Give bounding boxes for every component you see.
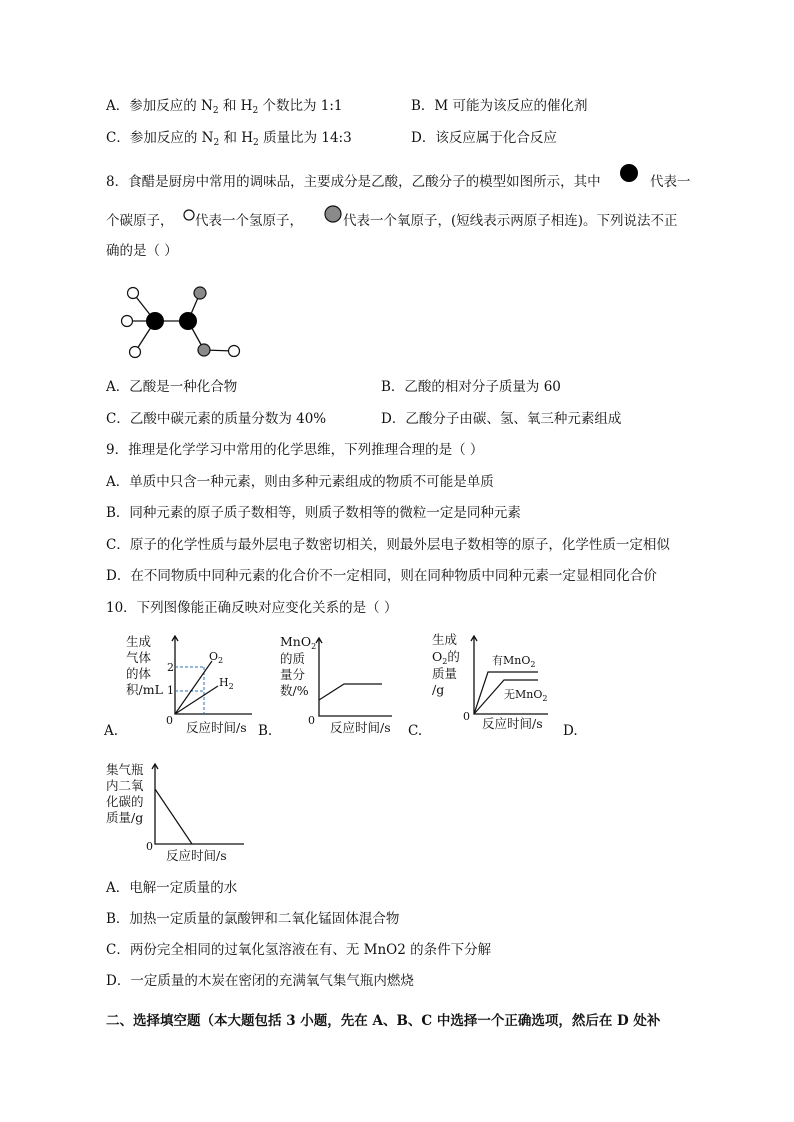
graph-d-origin: 0 — [146, 840, 153, 853]
hydrogen-atom — [128, 288, 139, 299]
q7-a-text-3: 个数比为 1:1 — [262, 98, 343, 114]
graph-b-ylabel: 的质 — [280, 651, 306, 666]
graph-c-xlabel: 反应时间/s — [482, 716, 543, 731]
graph-a-h2-label: $H_2$ — [219, 676, 234, 691]
graph-b-ylabel: MnO$_2$ — [280, 634, 317, 651]
q8-stem-line-2-mid: 代表一个氢原子， — [195, 213, 303, 229]
graph-c-letter: C. — [408, 723, 423, 739]
graph-a-h2-line — [175, 686, 218, 714]
graph-d-ylabel: 内二氧 — [106, 778, 144, 793]
graph-d-letter: D. — [563, 723, 578, 739]
q7-c-text-3: 质量比为 14:3 — [263, 130, 352, 146]
q7-option-d: D．该反应属于化合反应 — [411, 130, 557, 146]
oxygen-atom-legend-icon — [323, 204, 343, 224]
subscript: 2 — [212, 106, 219, 116]
q7-c-text-2: 和 H — [223, 130, 254, 146]
hydrogen-atom-legend-icon — [182, 208, 196, 222]
graph-a-letter: A. — [104, 723, 119, 739]
hydrogen-atom — [122, 316, 133, 327]
q10-option-c: C．两份完全相同的过氧化氢溶液在有、无 MnO2 的条件下分解 — [106, 942, 492, 958]
q10-option-b: B．加热一定质量的氯酸钾和二氧化锰固体混合物 — [106, 911, 400, 927]
section-2-heading: 二、选择填空题（本大题包括 3 小题，先在 A、B、C 中选择一个正确选项，然后在 D 处补 — [106, 1013, 661, 1029]
q8-option-d: D．乙酸分子由碳、氢、氧三种元素组成 — [381, 411, 622, 427]
graph-b-kclo3-mno2 — [272, 630, 402, 740]
graph-b-ylabel: 量分 — [280, 667, 306, 682]
graph-b-origin: 0 — [308, 714, 315, 727]
graph-d-ylabel: 化碳的 — [106, 794, 144, 809]
carbon-atom — [146, 312, 164, 330]
graph-a-ylabel: 气体 — [126, 650, 152, 665]
graph-a-ytick: 1 — [167, 684, 174, 697]
graph-c-with-label: 有MnO$_2$ — [492, 654, 536, 669]
graph-d-xlabel: 反应时间/s — [166, 848, 227, 863]
graph-a-ylabel: 的体 — [126, 666, 152, 681]
q7-option-b: B．M 可能为该反应的催化剂 — [411, 98, 588, 114]
graph-d-axes — [155, 764, 244, 844]
graph-b-xlabel: 反应时间/s — [330, 720, 391, 735]
graph-c-ylabel: 质量 — [432, 666, 458, 681]
subscript: 2 — [213, 138, 220, 148]
q7-c-text-1: C．参加反应的 N — [106, 130, 214, 146]
graph-c-origin: 0 — [463, 710, 470, 723]
q9-option-a: A．单质中只含一种元素，则由多种元素组成的物质不可能是单质 — [106, 474, 494, 490]
graph-c-ylabel: 生成 — [432, 632, 458, 647]
acetic-acid-molecule-diagram — [115, 281, 245, 363]
graph-a-ylabel: 生成 — [126, 634, 152, 649]
graph-d-curve — [155, 789, 192, 844]
graph-a-o2-line — [175, 661, 212, 714]
q9-stem: 9．推理是化学学习中常用的化学思维，下列推理合理的是（ ） — [106, 442, 484, 458]
q7-option-a — [106, 97, 343, 120]
graph-a-ylabel: 积/mL — [126, 682, 163, 697]
q8-stem-line-1 — [106, 173, 601, 191]
hydrogen-atom — [229, 346, 240, 357]
graph-a-electrolysis — [120, 628, 260, 740]
graph-a-o2-label: $O_2$ — [209, 650, 224, 665]
oxygen-atom — [194, 287, 206, 299]
q9-option-c: C．原子的化学性质与最外层电子数密切相关，则最外层电子数相等的原子，化学性质一定相似 — [106, 537, 670, 553]
q8-stem-line-2 — [106, 212, 174, 230]
subscript: 2 — [252, 106, 259, 116]
q10-option-a: A．电解一定质量的水 — [106, 880, 238, 896]
q8-stem-line-1-end: 代表一 — [650, 174, 691, 190]
oxygen-atom — [198, 344, 210, 356]
graph-d-charcoal-combustion — [100, 758, 250, 868]
graph-d-ylabel: 质量/g — [106, 810, 144, 825]
q10-stem: 10．下列图像能正确反映对应变化关系的是（ ） — [106, 600, 398, 616]
graph-b-axes — [319, 638, 392, 716]
graph-c-h2o2-decomposition — [424, 628, 564, 738]
graph-b-curve — [319, 684, 382, 700]
q10-option-d: D．一定质量的木炭在密闭的充满氧气集气瓶内燃烧 — [106, 973, 414, 989]
graph-c-ylabel: $O_2$的 — [432, 649, 460, 666]
graph-c-ylabel: /g — [432, 682, 445, 697]
carbon-atom-legend-icon — [619, 163, 639, 183]
q7-option-c — [106, 129, 352, 152]
graph-d-ylabel: 集气瓶 — [106, 762, 144, 777]
subscript: 2 — [253, 138, 259, 148]
q7-a-text-2: 和 H — [222, 98, 253, 114]
q8-option-a: A．乙酸是一种化合物 — [106, 379, 238, 395]
graph-a-xlabel: 反应时间/s — [186, 720, 247, 735]
graph-b-letter: B. — [258, 723, 273, 739]
graph-a-ytick: 2 — [167, 661, 174, 674]
q8-stem-text: 个碳原子， — [106, 213, 174, 229]
q8-stem-line-3: 确的是（ ） — [106, 243, 178, 259]
graph-a-origin: 0 — [166, 714, 173, 727]
carbon-atom — [179, 312, 197, 330]
q8-stem-line-2-end: 代表一个氧原子，(短线表示两原子相连)。下列说法不正 — [343, 213, 678, 229]
q8-option-c: C．乙酸中碳元素的质量分数为 40% — [106, 411, 327, 427]
q7-a-text-1: A．参加反应的 N — [106, 98, 213, 114]
q9-option-d: D．在不同物质中同种元素的化合价不一定相同，则在同种物质中同种元素一定显相同化合价 — [106, 568, 657, 584]
hydrogen-atom — [130, 347, 141, 358]
q9-option-b: B．同种元素的原子质子数相等，则质子数相等的微粒一定是同种元素 — [106, 505, 521, 521]
graph-b-ylabel: 数/% — [280, 683, 309, 698]
graph-a-axes — [175, 636, 252, 714]
q8-option-b: B．乙酸的相对分子质量为 60 — [381, 379, 561, 395]
q8-stem-text: 8．食醋是厨房中常用的调味品，主要成分是乙酸，乙酸分子的模型如图所示，其中 — [106, 174, 601, 190]
graph-c-without-label: 无MnO$_2$ — [504, 688, 548, 703]
